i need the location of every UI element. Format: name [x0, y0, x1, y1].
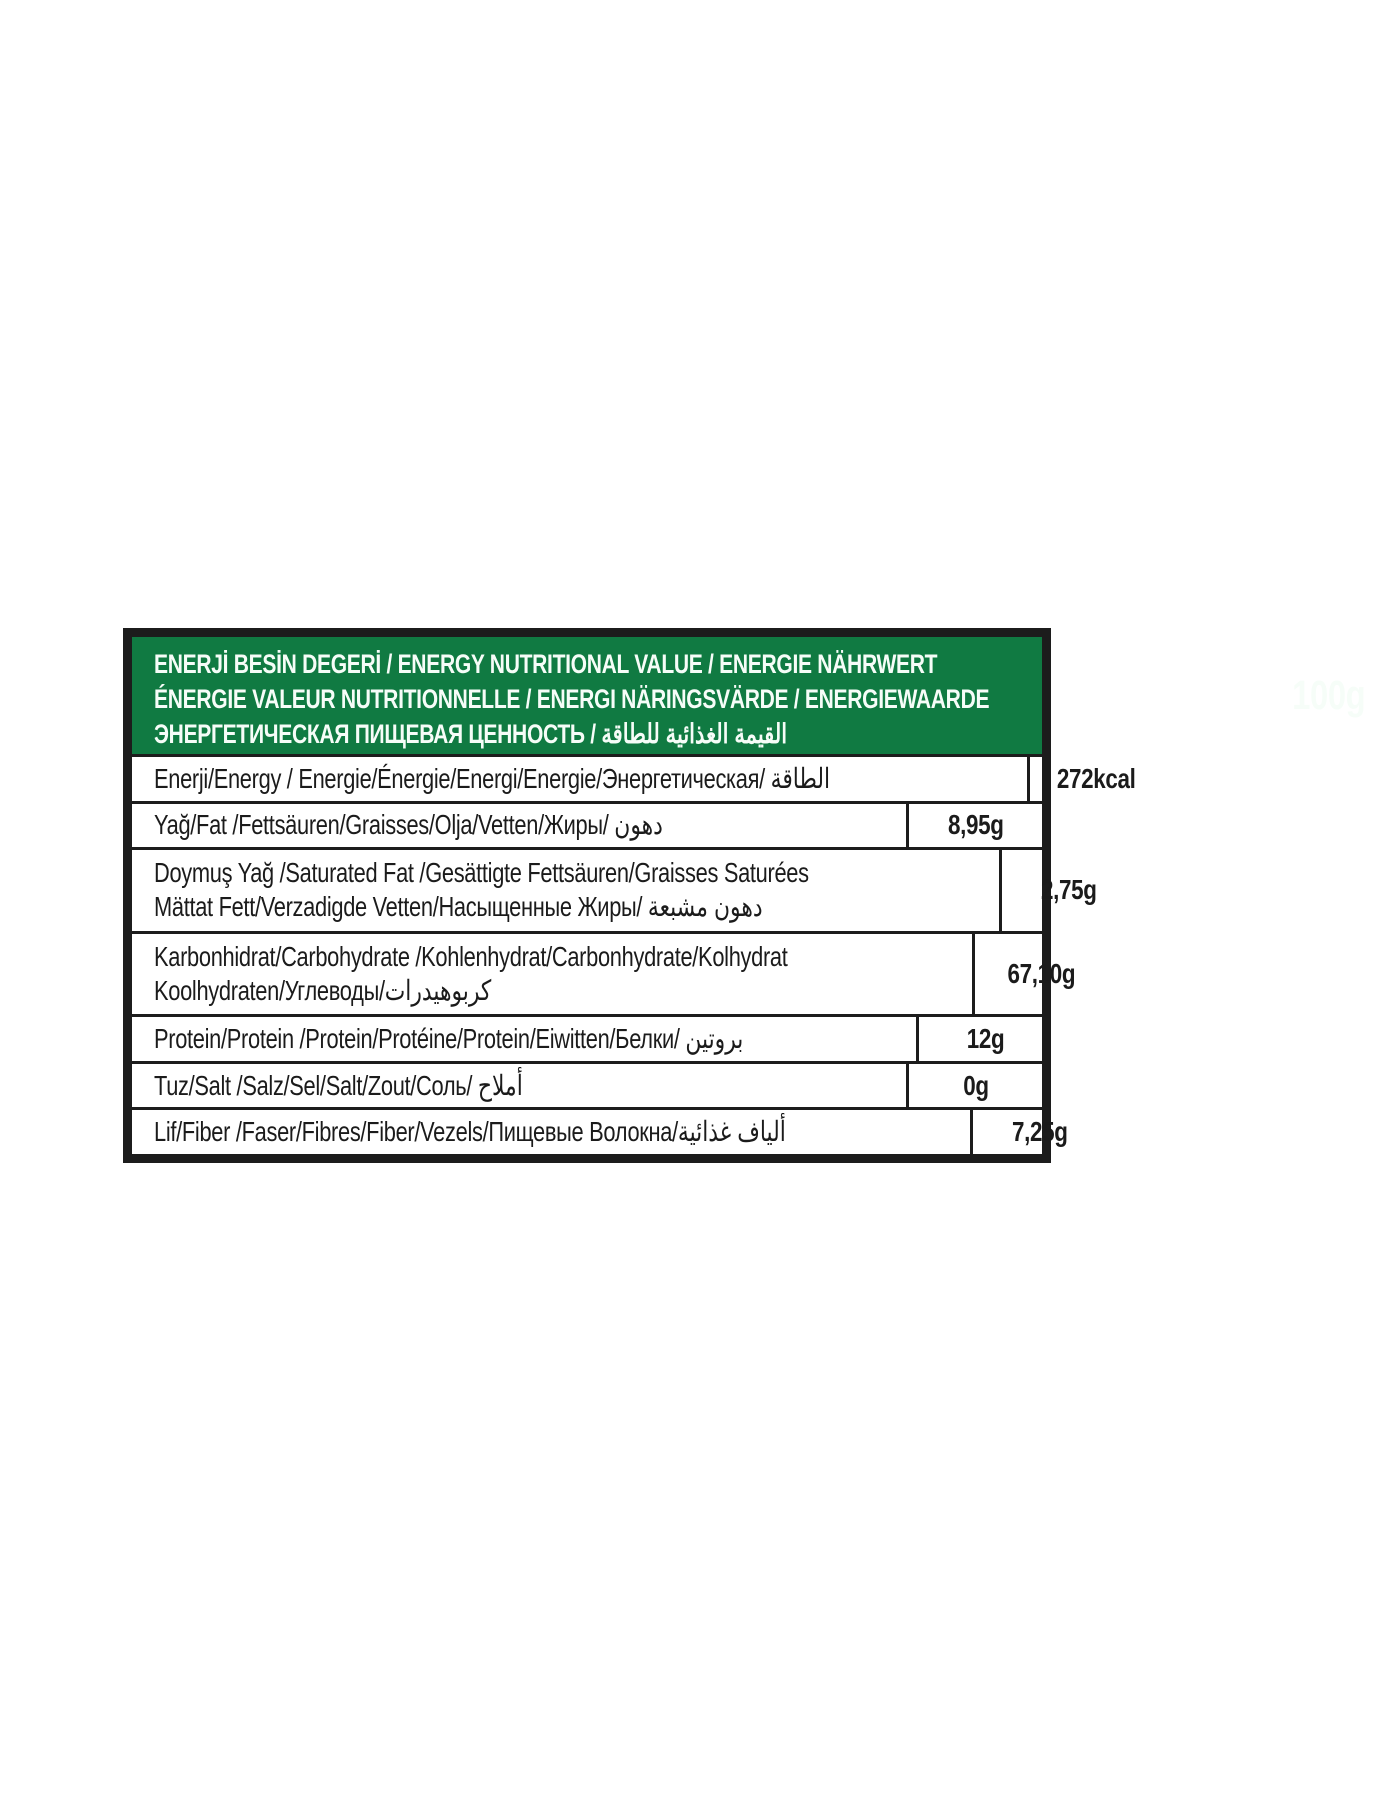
header-line-3-text: ЭНЕРГЕТИЧЕСКАЯ ПИЩЕВАЯ ЦЕННОСТЬ / القيمة الغذائية للطاقة: [154, 719, 788, 749]
row-value-text: 0g: [962, 1069, 989, 1101]
serving-size-value: 100g: [1292, 672, 1366, 718]
row-label-cell: [132, 850, 999, 931]
row-label-line: [154, 974, 966, 1008]
row-label-cell: [132, 1064, 906, 1108]
row-label-text: Lif/Fiber /Faser/Fibres/Fiber/Vezels/Пищевые Волокна/ألياف غذائية: [154, 1116, 786, 1148]
row-value-text: 272kcal: [1056, 762, 1136, 794]
row-label-text: Doymuş Yağ /Saturated Fat /Gesättigte Fettsäuren/Graisses Saturées: [154, 857, 809, 889]
row-label-line: [154, 1115, 964, 1149]
row-label-line: [154, 808, 900, 842]
row-value-cell: [972, 934, 1108, 1015]
row-label-text: Tuz/Salt /Salz/Sel/Salt/Zout/Соль/ أملاح: [154, 1069, 523, 1101]
table-row-salt: [132, 1061, 1042, 1108]
header-line-2: [154, 682, 1225, 717]
row-label-line: [154, 856, 993, 890]
header-line-2-text: ÉNERGIE VALEUR NUTRITIONNELLE / ENERGI NÄRINGSVÄRDE / ENERGIEWAARDE: [154, 684, 990, 714]
header-line-1: [154, 647, 1225, 682]
table-row-carbohydrate: [132, 931, 1076, 1015]
row-value-cell: [970, 1110, 1106, 1154]
row-label-line: [154, 1069, 900, 1103]
table-row-energy: [132, 754, 1136, 801]
row-label-cell: [132, 1110, 970, 1154]
row-value-cell: [906, 1064, 1042, 1108]
table-row-fat: [132, 801, 1042, 848]
table-header: [132, 637, 1366, 754]
row-value-text: 67,10g: [1007, 957, 1076, 989]
row-value-cell: [906, 804, 1042, 848]
row-label-cell: [132, 934, 972, 1015]
row-label-text: Karbonhidrat/Carbohydrate /Kohlenhydrat/Carbonhydrate/Kolhydrat: [154, 940, 788, 972]
table-row-protein: [132, 1014, 1042, 1061]
row-value-text: 8,95g: [947, 809, 1004, 841]
row-label-line: [154, 890, 993, 924]
row-label-cell: [132, 1017, 916, 1061]
row-label-text: Enerji/Energy / Energie/Énergie/Energi/Energie/Энергетическая/ الطاقة: [154, 762, 831, 794]
nutrition-facts-table: [123, 628, 1366, 1163]
row-label-text: Koolhydraten/Углеводы/كربوهيدرات: [154, 974, 492, 1006]
table-body: [132, 754, 1136, 1154]
row-value-cell: [1027, 757, 1163, 801]
row-label-text: Yağ/Fat /Fettsäuren/Graisses/Olja/Vetten/Жиры/ دهون: [154, 809, 663, 841]
header-line-1-text: ENERJİ BESİN DEGERİ / ENERGY NUTRITIONAL VALUE / ENERGIE NÄHRWERT: [154, 649, 938, 679]
row-label-line: [154, 1022, 910, 1056]
row-label-cell: [132, 804, 906, 848]
row-value-text: 12g: [966, 1022, 1004, 1054]
row-value-text: 7,25g: [1011, 1116, 1068, 1148]
header-line-3: [154, 717, 1225, 752]
row-value-cell: [916, 1017, 1052, 1061]
header-title-block: [132, 637, 1225, 754]
row-value-text: 2,75g: [1041, 874, 1097, 906]
row-label-text: Mättat Fett/Verzadigde Vetten/Насыщенные Жиры/ دهون مشبعة: [154, 891, 763, 923]
table-row-saturated-fat: [132, 847, 1097, 931]
row-label-cell: [132, 757, 1027, 801]
serving-size-cell: [1225, 637, 1399, 754]
table-row-fiber: [132, 1107, 1068, 1154]
row-value-cell: [999, 850, 1135, 931]
row-label-text: Protein/Protein /Protein/Protéine/Protein/Eiwitten/Белки/ بروتين: [154, 1022, 744, 1054]
row-label-line: [154, 940, 966, 974]
row-label-line: [154, 762, 1021, 796]
